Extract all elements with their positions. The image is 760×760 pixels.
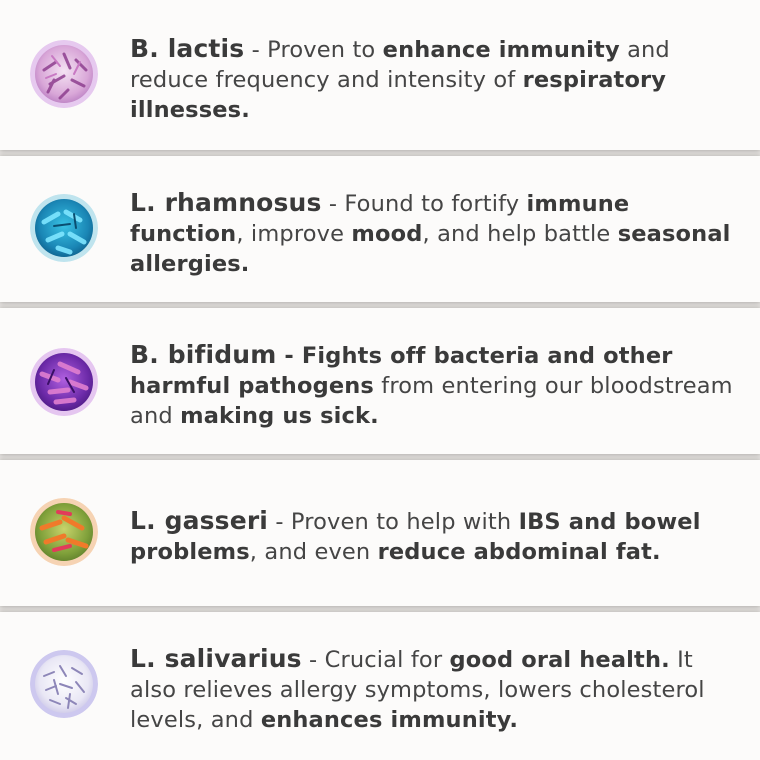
body-text: - Proven to (244, 37, 383, 63)
body-text: from entering our bloodstream and (130, 373, 733, 429)
bifidum-microscope-icon (30, 348, 98, 416)
strain-name: B. bifidum (130, 340, 277, 369)
body-text: , and even (249, 539, 378, 565)
strain-card-lactis (0, 0, 760, 150)
strain-name: L. salivarius (130, 644, 302, 673)
highlight-text: IBS and bowel problems (130, 509, 701, 565)
strain-description (130, 506, 742, 567)
strain-description (130, 188, 742, 279)
strain-name: B. lactis (130, 34, 245, 63)
strain-card-bifidum (0, 308, 760, 454)
body-text: - Proven to help with (268, 509, 519, 535)
strain-card-rhamnosus (0, 156, 760, 302)
highlight-text: making us sick. (180, 403, 379, 429)
gasseri-microscope-icon (30, 498, 98, 566)
highlight-text: - Fights off bacteria and other harmful pathogens (130, 343, 673, 399)
rhamnosus-microscope-icon (30, 194, 98, 262)
highlight-text: mood (351, 221, 423, 247)
highlight-text: enhances immunity. (260, 707, 519, 733)
strain-description (130, 644, 742, 735)
highlight-text: seasonal allergies. (130, 221, 731, 277)
body-text: - Crucial for (301, 647, 450, 673)
strain-description (130, 340, 742, 431)
body-text: , improve (236, 221, 352, 247)
body-text: It also relieves allergy symptoms, lowers cholesterol levels, and (130, 647, 705, 733)
strain-name: L. gasseri (130, 506, 269, 535)
salivarius-microscope-icon (30, 650, 98, 718)
strain-name: L. rhamnosus (130, 188, 322, 217)
highlight-text: reduce abdominal fat. (377, 539, 661, 565)
highlight-text: good oral health. (449, 647, 670, 673)
strain-description (130, 34, 742, 125)
body-text: and reduce frequency and intensity of (130, 37, 670, 93)
body-text: - Found to fortify (321, 191, 527, 217)
highlight-text: respiratory illnesses. (130, 67, 667, 123)
strain-card-salivarius (0, 612, 760, 760)
highlight-text: enhance immunity (382, 37, 620, 63)
body-text: , and help battle (422, 221, 618, 247)
strain-card-gasseri (0, 460, 760, 606)
highlight-text: immune function (130, 191, 630, 247)
lactis-microscope-icon (30, 40, 98, 108)
